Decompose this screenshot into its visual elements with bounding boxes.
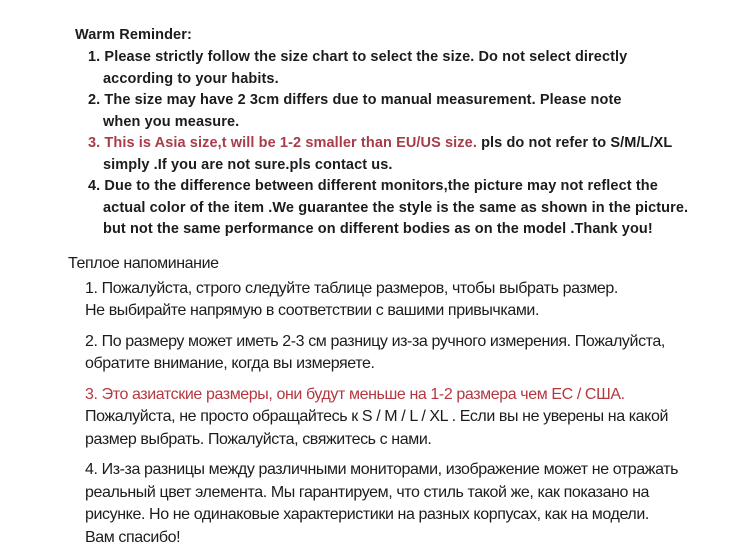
english-item-1-line-2: according to your habits. (103, 70, 279, 87)
russian-item-2-line-1: 2. По размеру может иметь 2-3 см разницу из-за ручного измерения. Пожалуйста, (85, 332, 665, 350)
russian-item-3-line-3: размер выбрать. Пожалуйста, свяжитесь с нами. (85, 430, 432, 448)
english-item-3-line-1 (88, 133, 730, 155)
russian-item-3-line-2: Пожалуйста, не просто обращайтесь к S / M / L / XL . Если вы не уверены на какой (85, 408, 669, 425)
russian-item-4-line-4: Вам спасибо! (85, 528, 181, 546)
russian-title: Теплое напоминание (68, 254, 219, 272)
english-title: Warm Reminder: (75, 27, 192, 43)
russian-item-2-line-2: обратите внимание, когда вы измеряете. (85, 355, 375, 372)
russian-item-4-line-3: рисунке. Но не одинаковые характеристики на разных корпусах, как на модели. (85, 506, 649, 523)
english-item-3 (75, 133, 730, 176)
russian-item-2 (85, 331, 736, 376)
english-item-4-line-2: actual color of the item .We guarantee the style is the same as shown in the picture. (103, 199, 689, 216)
russian-reminder-section (0, 253, 750, 550)
russian-item-4-line-2: реальный цвет элемента. Мы гарантируем, что стиль такой же, как показано на (85, 483, 650, 501)
english-item-3-black-text: pls do not refer to S/M/L/XL (476, 135, 673, 151)
english-item-2-line-1: 2. The size may have 2 3cm differs due to manual measurement. Please note (88, 92, 622, 108)
russian-item-1 (85, 278, 736, 323)
english-item-3-line-2: simply .If you are not sure.pls contact us. (103, 156, 393, 173)
english-item-2-line-2: when you measure. (103, 113, 240, 130)
russian-item-4-line-1: 4. Из-за разницы между различными мониторами, изображение может не отражать (85, 461, 679, 478)
english-item-4-line-1: 4. Due to the difference between different monitors,the picture may not reflect the (88, 178, 658, 194)
english-item-4 (75, 176, 730, 241)
russian-item-1-line-2: Не выбирайте напрямую в соответствии с вашими привычками. (85, 302, 540, 319)
english-item-1-line-1: 1. Please strictly follow the size chart to select the size. Do not select directly (88, 49, 628, 65)
english-reminder-section (0, 25, 750, 241)
english-item-3-red-text: 3. This is Asia size,t will be 1-2 smaller than EU/US size. (88, 135, 477, 151)
english-item-4-line-3: but not the same performance on different bodies as on the model .Thank you! (103, 221, 653, 237)
english-item-1 (75, 47, 730, 90)
english-item-2 (75, 90, 730, 133)
russian-item-1-line-1: 1. Пожалуйста, строго следуйте таблице размеров, чтобы выбрать размер. (85, 279, 618, 297)
russian-item-4 (85, 459, 736, 549)
russian-item-3-red-line: 3. Это азиатские размеры, они будут меньше на 1-2 размера чем ЕС / США. (85, 385, 625, 403)
russian-item-3 (85, 384, 736, 452)
